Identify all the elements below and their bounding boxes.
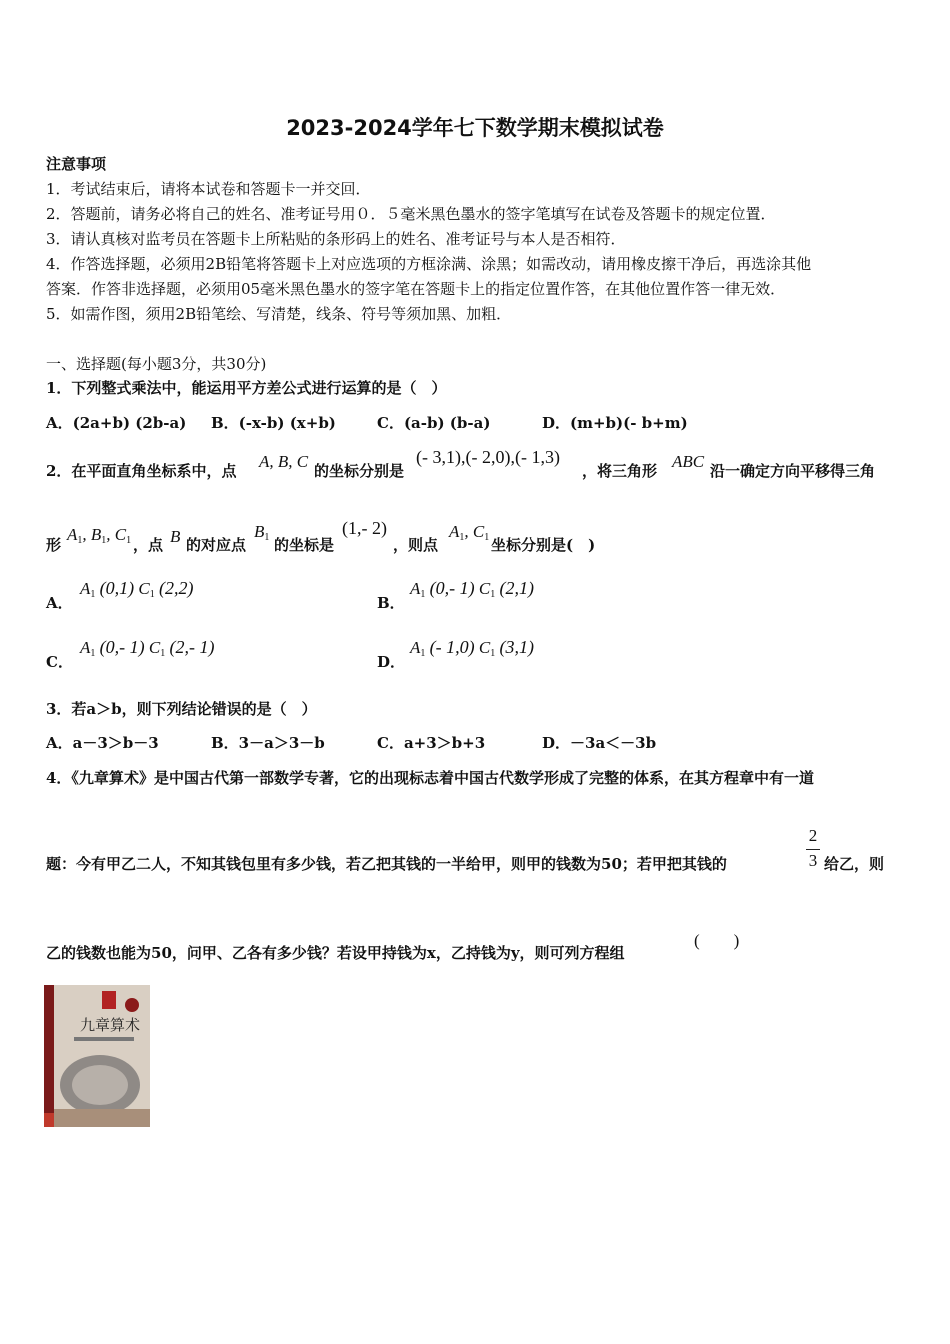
q4-fraction-numerator: 2: [808, 826, 818, 845]
q2-option-c-label: C．: [46, 653, 73, 671]
q1-stem: 1．下列整式乘法中，能运用平方差公式进行运算的是（ ）: [46, 379, 447, 397]
q2-option-a-label: A．: [46, 594, 73, 612]
q2-coords: (- 3,1),(- 2,0),(- 1,3): [416, 447, 560, 467]
book-cover-image: [44, 985, 150, 1127]
q2-points-a1b1c1: $A_1$, $B_1$, $C_1$: [67, 525, 132, 546]
q3-stem: 3．若a＞b，则下列结论错误的是（ ）: [46, 700, 317, 718]
q4-fraction-bar: [806, 849, 820, 850]
q2-text-2: 的坐标分别是: [314, 462, 405, 480]
q3-option-b: B．3－a＞3－b: [211, 734, 325, 752]
q2-text-7: 的对应点: [186, 536, 247, 554]
book-spine: [44, 985, 54, 1127]
q3-option-a: A．a－3＞b－3: [46, 734, 159, 752]
q4-line-2a: 题：今有甲乙二人，不知其钱包里有多少钱，若乙把其钱的一半给甲，则甲的钱数为50；若甲把其钱的: [46, 855, 727, 873]
q2-text-8: 的坐标是: [274, 536, 335, 554]
q1-option-c: C．(a-b) (b-a): [377, 414, 491, 432]
q4-line-3: 乙的钱数也能为50，问甲、乙各有多少钱？若设甲持钱为x，乙持钱为y，则可列方程组: [46, 944, 625, 962]
book-title-text: 九章算术: [80, 1016, 141, 1034]
section-heading: 一、选择题(每小题3分，共30分): [46, 355, 267, 373]
q2-point-b1: $B_1$: [254, 522, 270, 543]
notice-line-5: 答案．作答非选择题，必须用05毫米黑色墨水的签字笔在答题卡上的指定位置作答，在其他位置作答一律无效．: [46, 280, 786, 298]
q4-line-2b: 给乙，则: [824, 855, 885, 873]
q3-option-c: C．a+3＞b+3: [377, 734, 486, 752]
q2-text-9: ，则点: [393, 536, 439, 554]
q1-option-d: D．(m+b)(- b+m): [542, 414, 688, 432]
q2-text-1: 2．在平面直角坐标系中，点: [46, 462, 237, 480]
q2-option-a: $A_1$ (0,1) $C_1$ (2,2): [80, 578, 194, 600]
notice-line-6: 5．如需作图，须用2B铅笔绘、写清楚，线条、符号等须加黑、加粗．: [46, 305, 512, 323]
q2-b1-coord: (1,- 2): [342, 518, 387, 538]
q2-option-d-label: D．: [377, 653, 406, 671]
q4-answer-blank: ( ): [694, 931, 740, 950]
q2-text-10: 坐标分别是( ): [491, 536, 596, 554]
q2-text-4: 沿一确定方向平移得三角: [710, 462, 876, 480]
q1-option-a: A．(2a+b) (2b-a): [46, 414, 187, 432]
q2-points-abc: A, B, C: [259, 452, 309, 471]
q2-text-3: ，将三角形: [582, 462, 658, 480]
q3-option-d: D．－3a＜－3b: [542, 734, 657, 752]
q2-option-d: $A_1$ (- 1,0) $C_1$ (3,1): [410, 637, 534, 659]
notice-heading: 注意事项: [46, 155, 107, 173]
q2-option-b: $A_1$ (0,- 1) $C_1$ (2,1): [410, 578, 534, 600]
q2-point-b: B: [170, 527, 181, 546]
notice-line-1: 1．考试结束后，请将本试卷和答题卡一并交回．: [46, 180, 371, 198]
q2-points-a1c1: $A_1$, $C_1$: [449, 522, 490, 543]
book-seal: [102, 991, 116, 1009]
notice-line-4: 4．作答选择题，必须用2B铅笔将答题卡上对应选项的方框涂满、涂黑；如需改动，请用橡皮擦干净后，再选涂其他: [46, 255, 812, 273]
q1-option-b: B．(-x-b) (x+b): [211, 414, 336, 432]
notice-line-2: 2．答题前，请务必将自己的姓名、准考证号用０．５毫米黑色墨水的签字笔填写在试卷及答题卡的规定位置．: [46, 205, 776, 223]
notice-line-3: 3．请认真核对监考员在答题卡上所粘贴的条形码上的姓名、准考证号与本人是否相符．: [46, 230, 626, 248]
q2-option-c: $A_1$ (0,- 1) $C_1$ (2,- 1): [80, 637, 215, 659]
q2-text-6: ，点: [133, 536, 164, 554]
q2-triangle-abc: ABC: [672, 452, 705, 471]
page-title: 2023-2024学年七下数学期末模拟试卷: [286, 116, 664, 140]
q4-line-1: 4．《九章算术》是中国古代第一部数学专著，它的出现标志着中国古代数学形成了完整的体系，在其方程章中有一道: [46, 769, 814, 787]
q2-option-b-label: B．: [377, 594, 405, 612]
q2-text-5: 形: [46, 536, 62, 554]
q4-fraction-denominator: 3: [808, 851, 818, 870]
